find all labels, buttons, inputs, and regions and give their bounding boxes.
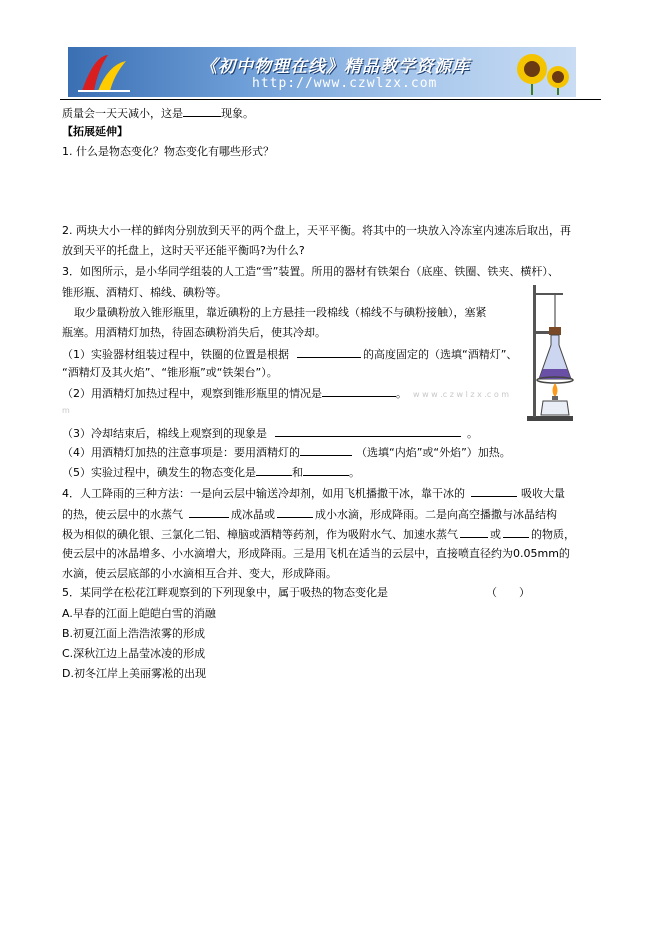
answer-blank (256, 465, 292, 476)
section-heading: 【拓展延伸】 (62, 125, 128, 138)
answer-blank (300, 445, 352, 456)
answer-blank (183, 106, 221, 117)
header-banner (68, 47, 576, 97)
banner-title: 《初中物理在线》精品教学资源库 (200, 57, 470, 77)
question-3-part-1-options: “酒精灯及其火焰”、“锥形瓶”或“铁架台”）。 (62, 366, 278, 379)
header-rule (60, 99, 601, 100)
question-3-part-3: （3）冷却结束后，棉线上观察到的现象是 。 (62, 427, 478, 440)
option-d: D.初冬江岸上美丽雾凇的出现 (62, 667, 206, 680)
answer-blank (297, 347, 361, 358)
question-3-line-4: 瓶塞。用酒精灯加热，待固态碘粉消失后，使其冷却。 (62, 326, 326, 339)
question-3-part-5: （5）实验过程中，碘发生的物态变化是 和 。 (62, 466, 360, 479)
question-3-line-1: 3．如图所示，是小华同学组装的人工造“雪”装置。所用的器材有铁架台（底座、铁圈、铁夹、横杆）、 (62, 265, 559, 278)
question-1: 1. 什么是物态变化？物态变化有哪些形式？ (62, 145, 274, 158)
question-5: 5．某同学在松花江畔观察到的下列现象中，属于吸热的物态变化是 （ ） (62, 586, 530, 599)
answer-blank (277, 507, 313, 518)
question-3-line-3: 取少量碘粉放入锥形瓶里，靠近碘粉的上方悬挂一段棉线（棉线不与碘粉接触），塞紧 (74, 306, 487, 319)
question-4-line-3: 极为相似的碘化银、三氯化二铝、樟脑或酒精等药剂，作为吸附水气、加速水蒸气 或 的物质， (62, 528, 575, 541)
question-2-line-1: 2. 两块大小一样的鲜肉分别放到天平的两个盘上，天平平衡。将其中的一块放入冷冻室内速冻后取出，再 (62, 224, 571, 237)
apparatus-illustration (525, 283, 575, 423)
question-4-line-1: 4．人工降雨的三种方法：一是向云层中输送冷却剂，如用飞机播撒干冰，靠干冰的 吸收大量 (62, 487, 565, 500)
sunflower-icon (510, 49, 572, 95)
answer-paren: （ ） (486, 586, 530, 599)
watermark-text: m (62, 406, 70, 415)
answer-blank (460, 527, 488, 538)
question-4-line-2: 的热，使云层中的水蒸气 成冰晶或 成小水滴，形成降雨。二是向高空播撒与冰晶结构 (62, 508, 557, 521)
answer-blank (322, 386, 396, 397)
question-2-line-2: 放到天平的托盘上，这时天平还能平衡吗?为什么? (62, 244, 305, 257)
option-a: A.早春的江面上皑皑白雪的消融 (62, 607, 216, 620)
question-3-part-4: （4）用酒精灯加热的注意事项是：要用酒精灯的 （选填“内焰”或“外焰”）加热。 (62, 446, 511, 459)
watermark-text: w w w .c z w l z x .c o m (413, 390, 510, 399)
answer-blank (503, 527, 529, 538)
answer-blank (303, 465, 349, 476)
question-4-line-5: 水滴，使云层底部的小水滴相互合并、变大，形成降雨。 (62, 567, 337, 580)
question-3-line-2: 锥形瓶、酒精灯、棉线、碘粉等。 (62, 286, 227, 299)
answer-blank (471, 486, 517, 497)
question-4-line-4: 使云层中的冰晶增多、小水滴增大，形成降雨。三是用飞机在适当的云层中，直接喷直径约为0.05mm的 (62, 547, 570, 560)
question-3-part-1: （1）实验器材组装过程中，铁圈的位置是根据 的高度固定的（选填“酒精灯”、 (62, 348, 518, 361)
text-line: 质量会一天天减小，这是 现象。 (62, 107, 254, 120)
question-3-part-2: （2）用酒精灯加热过程中，观察到锥形瓶里的情况是 。 w w w .c z w l z x .c o m (62, 387, 510, 400)
option-c: C.深秋江边上晶莹冰凌的形成 (62, 647, 206, 660)
banner-url: http://www.czwlzx.com (252, 76, 438, 91)
site-logo-icon (74, 51, 134, 95)
answer-blank (189, 507, 229, 518)
option-b: B.初夏江面上浩浩浓雾的形成 (62, 627, 206, 640)
answer-blank (275, 426, 461, 437)
